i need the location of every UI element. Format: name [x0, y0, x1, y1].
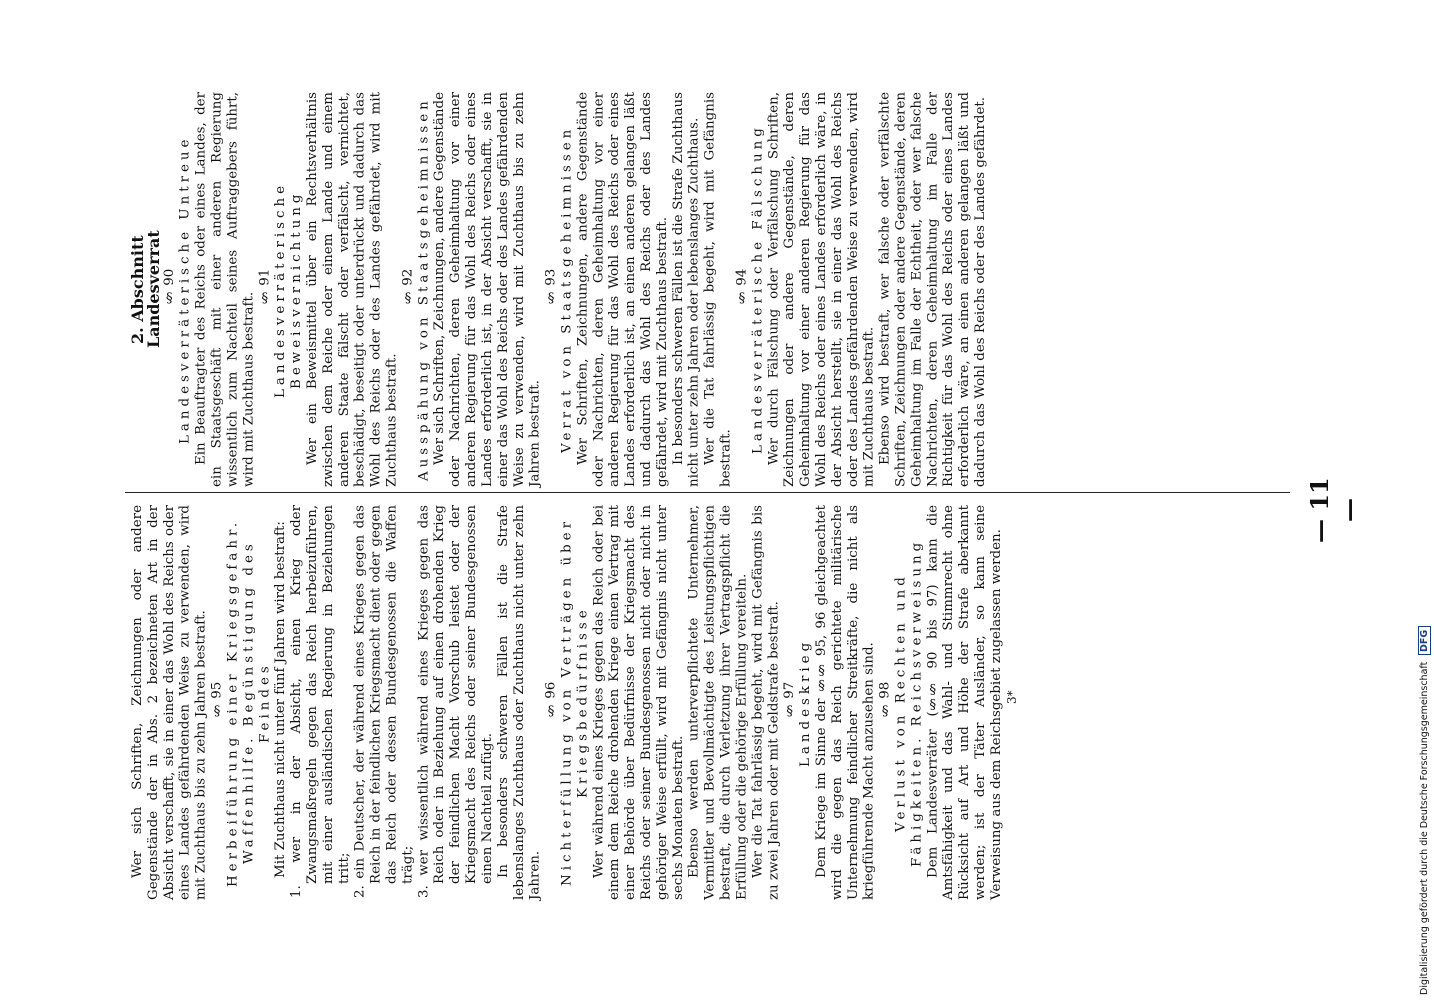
para-95-item-1: 1. wer in der Absicht, einen Krieg oder Zwangsmaßregeln gegen das Reich herbeizuführen, mit einer ausländischen Regierung in Beziehungen tritt;: [289, 505, 352, 898]
para-93-text-2: In besonders schweren Fällen ist die Strafe Zuchthaus nicht unter zehn Jahren oder lebenslanges Zuchthaus.: [670, 92, 702, 487]
header-dash-left-2: —: [1305, 518, 1334, 543]
para-90-text: Ein Beauftragter des Reichs oder eines Landes, der ein Staatsgeschäft mit einer anderen Regierung wissentlich zum Nachteil seines Auftraggebers führt, wird mit Zuchthaus bestraft.: [193, 92, 257, 487]
para-94-text-2: Ebenso wird bestraft, wer falsche oder verfälschte Schriften, Zeichnungen oder andere Gegenstände, deren Geheimhaltung im Falle der Echtheit, oder wer falsche Nachrichten, deren Geheimhaltung im Falle der Richtigkeit für das Wohl des Reichs oder eines Landes erforderlich wäre, an einen anderen gelangen läßt und dadurch das Wohl des Reichs oder des Landes gefährdet.: [877, 92, 989, 487]
para-92-text: Wer sich Schriften, Zeichnungen, andere Gegenstände oder Nachrichten, deren Geheimhaltung vor einer anderen Regierung für das Wohl des Reichs oder eines Landes erforderlich ist, in der Absicht verschafft, sie in einer das Wohl des Reichs oder des Landes gefährdenden Weise zu verwenden, wird mit Zuchthaus bis zu zehn Jahren bestraft.: [432, 92, 543, 487]
para-98-number: § 98: [877, 681, 893, 718]
para-90-title: Landesverräterische Untreue: [177, 135, 193, 444]
right-column-flow: [130, 505, 1300, 900]
para-95-lead: Mit Zuchthaus nicht unter fünf Jahren wird bestraft:: [273, 521, 289, 878]
para-97-text: Dem Kriege im Sinne der §§ 95, 96 gleichgeachtet wird die gegen das Reich gerichtete militärische Unternehmung feindlicher Streitkräfte, die nicht als kriegführende Macht anzusehen sind.: [813, 505, 877, 900]
para-96-text: Wer während eines Krieges gegen das Reich oder bei einem dem Reiche drohenden Kriege einen Vertrag mit einer Behörde über Bedürfnisse der Kriegsmacht des Reichs oder seiner Bundesgenossen nicht oder nicht in gehöriger Weise erfüllt, wird mit Gefängnis nicht unter sechs Monaten bestraft.: [591, 505, 686, 900]
para-93-title: Verrat von Staatsgeheimnissen: [559, 125, 575, 454]
para-93-text: Wer Schriften, Zeichnungen, andere Gegenstände oder Nachrichten, deren Geheimhaltung vor einer anderen Regierung für das Wohl des Reichs oder eines Landes erforderlich ist, an einen anderen gelangen läßt und dadurch das Wohl des Reichs oder des Landes gefährdet, wird mit Zuchthaus bestraft.: [575, 92, 670, 487]
para-96-text-3: Wer die Tat fahrlässig begeht, wird mit Gefängnis bis zu zwei Jahren oder mit Geldstrafe bestraft.: [750, 505, 782, 900]
para-98-text: Dem Landesverräter (§§ 90 bis 97) kann die Amtsfähigkeit und das Wahl- und Stimmrecht ohne Rücksicht auf Art und Höhe der Strafe aberkannt werden; ist der Täter Ausländer, so kann seine Verweisung aus dem Reichsgebiet zugelassen werden.: [925, 505, 1004, 900]
para-94-number: § 94: [734, 268, 750, 305]
section-subtitle-2: Landesverrat: [143, 230, 163, 349]
para-97-number: § 97: [782, 681, 798, 718]
para-96-number: § 96: [543, 681, 559, 718]
para-95-title: Herbeiführung einer Kriegsgefahr. Waffenhilfe. Begünstigung des Feindes: [225, 518, 273, 887]
para-93-text-3: Wer die Tat fahrlässig begeht, wird mit Gefängnis bestraft.: [702, 92, 734, 487]
column-rule: [125, 492, 1290, 493]
header-dash-right-2: —: [1334, 498, 1363, 522]
para-91-number: § 91: [257, 268, 273, 305]
para-91-title: Landesverräterische Beweisvernichtung: [273, 181, 305, 398]
para-90-number: § 90: [161, 268, 177, 305]
section-title-2: 2. Abschnitt: [128, 235, 147, 344]
para-93-number: § 93: [543, 268, 559, 305]
para-94-text: Wer durch Fälschung oder Verfälschung Schriften, Zeichnungen oder andere Gegenstände, deren Geheimhaltung vor einer anderen Regierung für das Wohl des Reichs oder eines Landes erforderlich wäre, in der Absicht herstellt, sie in einer das Wohl des Reichs oder des Landes gefährdenden Weise zu verwenden, wird mit Zuchthaus bestraft.: [766, 92, 877, 487]
para-96-title: Nichterfüllung von Verträgen über Kriegsbedürfnisse: [559, 518, 591, 887]
dfg-note-text: Digitalisierung gefördert durch die Deutsche Forschungsgemeinschaft: [1419, 661, 1430, 995]
para-95-item-3: 3. wer wissentlich während eines Krieges gegen das Reich oder in Beziehung auf einen drohenden Krieg der feindlichen Macht Vorschub leistet oder der Kriegsmacht des Reichs oder seiner Bundesgenossen einen Nachteil zufügt.: [416, 505, 495, 898]
para-98-title: Verlust von Rechten und Fähigkeiten. Reichsverweisung: [893, 538, 925, 867]
para-95-number: § 95: [209, 681, 225, 718]
para-94-title: Landesverräterische Fälschung: [750, 124, 766, 455]
signature-mark: 3*: [1004, 690, 1019, 705]
page-number-flow: [1305, 470, 1363, 550]
para-97-title: Landeskrieg: [798, 638, 814, 767]
left-column-flow: [130, 92, 1320, 487]
para-92-title: Ausspähung von Staatsgeheimnissen: [416, 97, 432, 482]
right-intro-text: Wer sich Schriften, Zeichnungen oder andere Gegenstände der in Abs. 2 bezeichneten Art in der Absicht verschafft, sie in einer das Wohl des Reichs oder eines Landes gefährdenden Weise zu verwenden, wird mit Zuchthaus bis zu zehn Jahren bestraft.: [130, 505, 209, 900]
para-96-text-2: Ebenso werden unterverpflichtete Unternehmer, Vermittler und Bevollmächtigte des Leistungspflichtigen bestraft, die durch Verletzung ihrer Vertragspflicht die Erfüllung oder die gehörige Erfüllung vereiteln.: [686, 505, 750, 900]
para-95-item-2: 2. ein Deutscher, der während eines Krieges gegen das Reich in der feindlichen Kriegsmacht dient oder gegen das Reich oder dessen Bundesgenossen die Waffen trägt;: [352, 505, 416, 898]
para-91-text: Wer ein Beweismittel über ein Rechtsverhältnis zwischen dem Reiche oder einem Lande und einem anderen Staate fälscht oder verfälscht, vernichtet, beschädigt, beseitigt oder unterdrückt und dadurch das Wohl des Reichs oder des Landes gefährdet, wird mit Zuchthaus bestraft.: [304, 92, 400, 487]
para-95-text-2: In besonders schweren Fällen ist die Strafe lebenslanges Zuchthaus oder Zuchthaus nicht unter zehn Jahren.: [495, 505, 543, 900]
page-number-2: 11: [1305, 477, 1334, 511]
dfg-side-note: [1418, 600, 1432, 995]
para-92-number: § 92: [400, 268, 416, 305]
dfg-logo: DFG: [1418, 626, 1431, 654]
